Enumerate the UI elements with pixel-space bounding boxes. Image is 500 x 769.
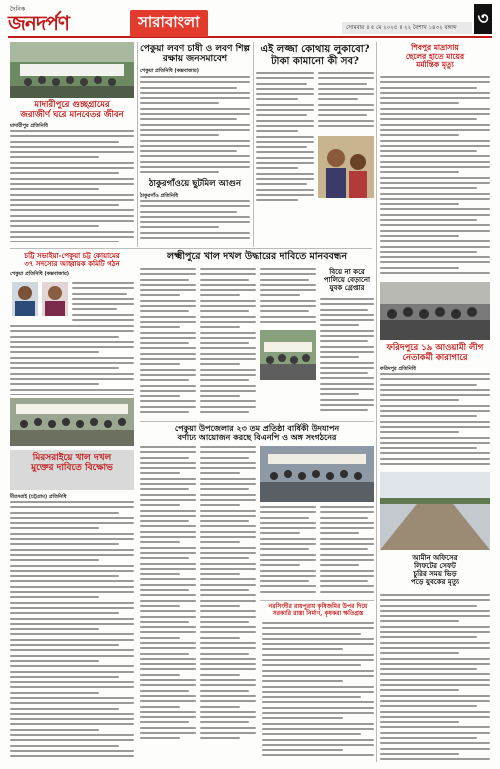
- page-number: ৩: [474, 4, 492, 34]
- date-banner: সোমবার ॥ ৫ মে ২০২৫ ॥ ২২ বৈশাখ ১৪৩২ বঙ্গাব্দ: [342, 22, 472, 34]
- news-photo: [260, 446, 374, 502]
- article-headline: আমীন অফিসের লিফটের সেফট চুরির সময় ভিড় পড়ে যুবকের মৃত্যু: [410, 553, 460, 587]
- news-photo: [10, 398, 134, 446]
- article-body: [256, 72, 314, 202]
- column-divider: [376, 42, 377, 762]
- article-body: [320, 298, 374, 418]
- article-body: [10, 325, 134, 395]
- article-body: [200, 446, 256, 756]
- article-headline: নরসিংদীর রায়পুরায় কৃষিজমির উপর দিয়ে সরকারি রাস্তা নির্মাণ, কৃষকরা ক্ষতিগ্রস্ত: [268, 603, 368, 617]
- person-photo: [42, 282, 68, 316]
- article-byline: পেকুয়া প্রতিনিধি (কক্সবাজার): [10, 271, 70, 277]
- section-divider: [140, 421, 374, 422]
- article-headline: ঠাকুরগাঁওয়ে ছুটমিল আগুন: [148, 179, 242, 189]
- article-body: [380, 76, 490, 276]
- newspaper-logo: [8, 4, 86, 36]
- news-photo: [10, 42, 134, 98]
- article-headline: পেকুয়া লবণ চাষী ও লবণ শিল্প রক্ষায় জনসমাবেশ: [140, 44, 250, 65]
- article-body: [140, 268, 196, 418]
- news-photo: [380, 282, 490, 340]
- article-headline: মাদারীপুরে গুচ্ছগ্রামের জরাজীর্ণ ঘরে মানবেতর জীবন: [20, 100, 124, 120]
- article-headline: এই লজ্জা কোথায় লুকাবো? টাকা কামানো কী সব?: [260, 44, 370, 67]
- section-title: সারাবাংলা: [130, 10, 208, 37]
- article-body: [200, 268, 256, 418]
- article-body: [320, 506, 374, 598]
- article-headline: শিবপুর মাদ্রাসায় ছেলের হাতে মায়ের মর্মান্তিক মৃত্যু: [405, 43, 465, 70]
- article-body: [10, 501, 134, 761]
- article-body: [10, 130, 134, 242]
- section-divider: [10, 248, 372, 249]
- article-body: [380, 373, 490, 468]
- article-byline: মাদারীপুর প্রতিনিধি: [10, 123, 48, 129]
- logo-title: জনদর্পণ: [8, 11, 70, 35]
- column-divider: [137, 42, 138, 247]
- article-body: [260, 268, 316, 328]
- article-byline: ঠাকুরগাঁও প্রতিনিধি: [140, 193, 179, 199]
- article-headline: পেকুয়া উপজেলার ২৩ তম প্রতিষ্ঠা বার্ষিকী উদযাপন বর্ণাঢ্য আয়োজন করছে বিএনপি ও অঙ্গ সংগঠনের: [174, 423, 340, 443]
- article-byline: পেকুয়া প্রতিনিধি (কক্সবাজার): [140, 68, 200, 74]
- logo-prefix: দৈনিক: [10, 6, 26, 13]
- news-photo: [380, 472, 490, 550]
- article-headline: চট্টি সভাইয়া-পেকুয়া চট্ট কোয়ামের ৩৭ সদস্যের আহ্বায়ক কমিটি গঠন: [24, 251, 120, 269]
- article-headline: ফরিদপুরে ১৯ আওয়ামী লীগ নেতাকর্মী কারাগারে: [386, 343, 484, 363]
- article-body: [140, 76, 250, 176]
- article-headline: মিরসরাইয়ে খাল দখল মুক্তের দাবিতে বিক্ষোভ: [31, 453, 113, 474]
- masthead: [8, 4, 492, 38]
- article-byline: মীরসরাই (চট্টগ্রাম) প্রতিনিধি: [10, 494, 67, 500]
- article-body: [260, 506, 316, 598]
- article-headline: লক্ষ্মীপুরে খাল দখল উদ্ধারের দাবিতে মানববন্ধন: [166, 251, 347, 262]
- news-photo: [318, 136, 374, 198]
- article-headline: বিয়ে না করে পালিয়ে বেড়ানো যুবক গ্রেপ্তার: [323, 267, 371, 293]
- article-body: [318, 72, 374, 132]
- person-photo: [12, 282, 38, 316]
- article-byline: ফরিদপুর প্রতিনিধি: [380, 366, 416, 372]
- section-divider: [260, 600, 374, 601]
- article-body: [380, 594, 490, 762]
- article-body: [262, 622, 374, 762]
- article-body: [140, 200, 250, 245]
- column-divider: [253, 42, 254, 247]
- news-photo: [260, 330, 316, 380]
- article-body: [140, 446, 196, 756]
- article-body: [72, 282, 134, 322]
